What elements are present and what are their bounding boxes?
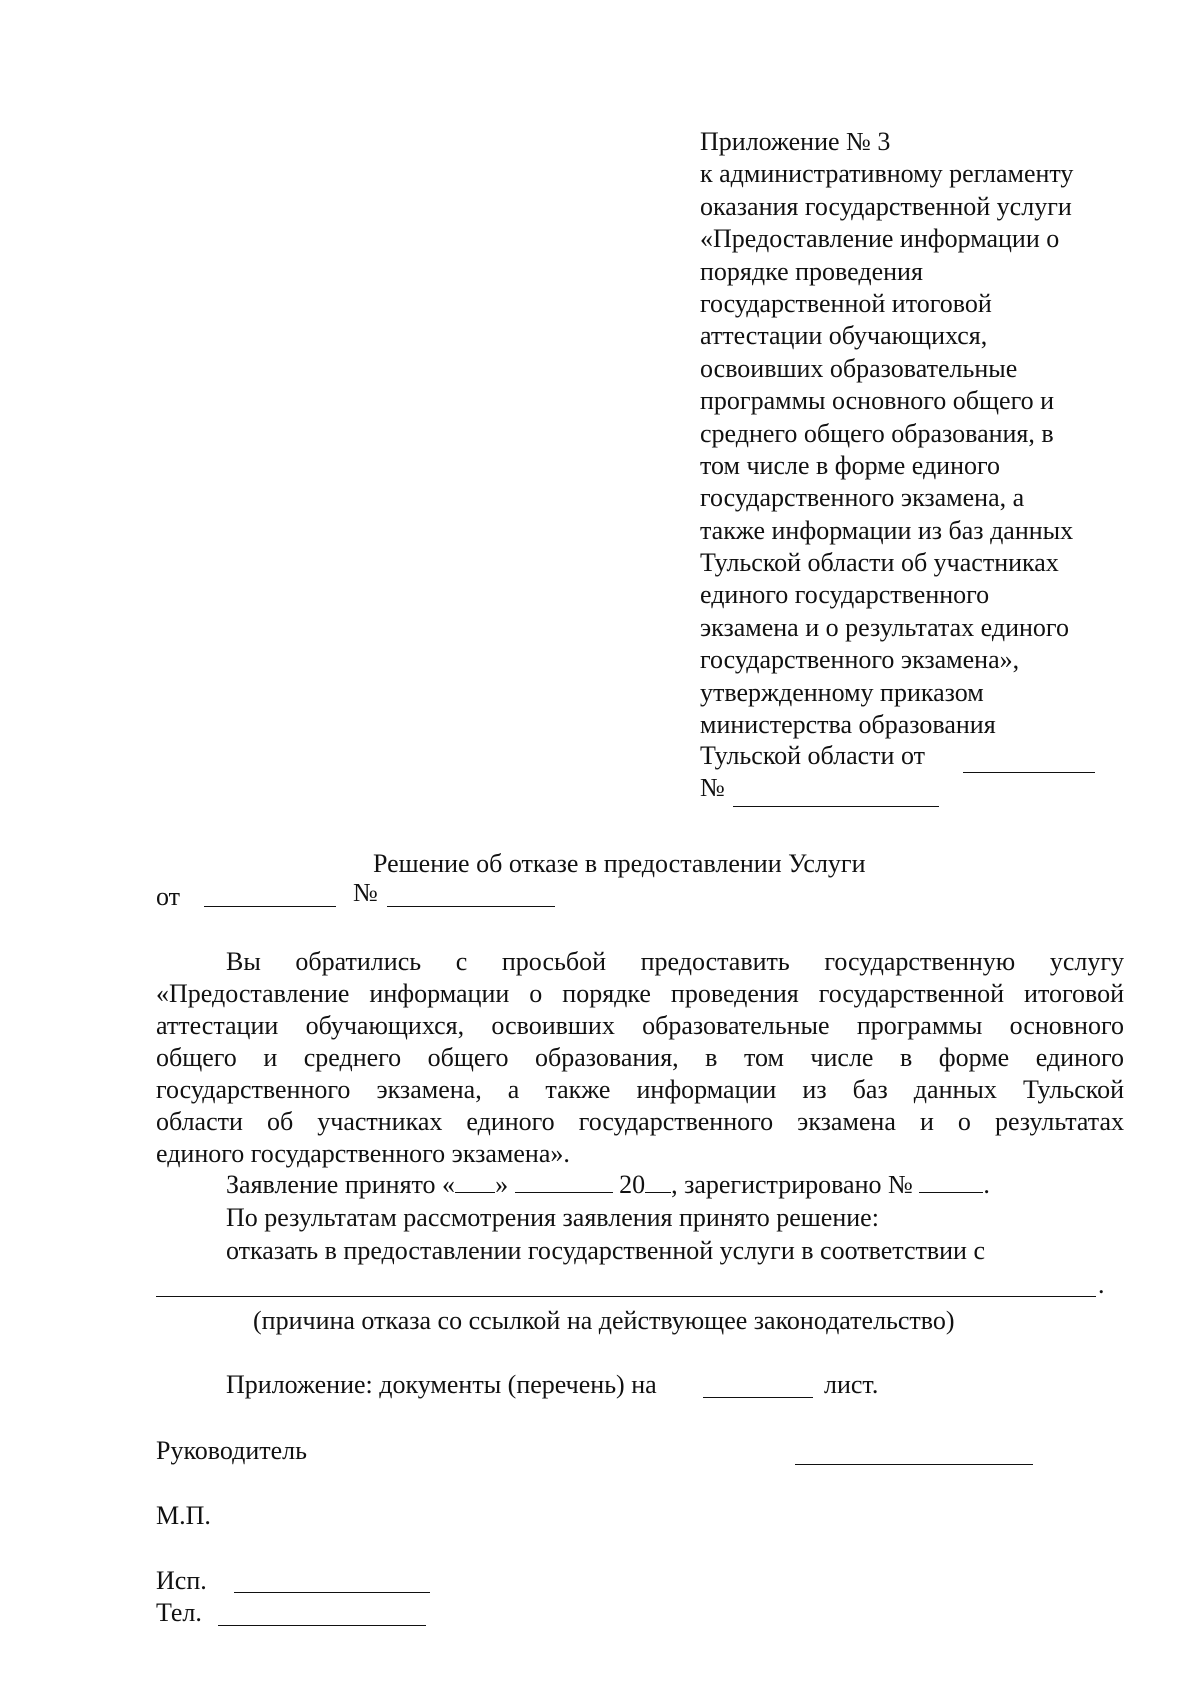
- body-paragraph-line: общего и среднего общего образования, в том числе в форме единого: [156, 1043, 1124, 1072]
- appendix-line: освоивших образовательные: [700, 353, 1018, 383]
- attachment-label: Приложение: документы (перечень) на: [226, 1370, 657, 1399]
- executor-blank[interactable]: [234, 1592, 430, 1593]
- body-paragraph-line: «Предоставление информации о порядке проведения государственной итоговой: [156, 979, 1124, 1008]
- application-text-1: Заявление принято «: [226, 1170, 456, 1199]
- application-day-blank[interactable]: [455, 1170, 495, 1193]
- application-text-5: .: [983, 1170, 990, 1199]
- appendix-line: программы основного общего и: [700, 386, 1055, 416]
- appendix-line: порядке проведения: [700, 256, 923, 286]
- refusal-reason-blank[interactable]: [156, 1296, 1096, 1297]
- application-year-blank[interactable]: [645, 1170, 671, 1193]
- appendix-line: к административному регламенту: [700, 159, 1074, 189]
- refuse-line: отказать в предоставлении государственной услуги в соответствии с: [226, 1236, 985, 1265]
- appendix-line: также информации из баз данных: [700, 515, 1074, 545]
- body-paragraph-line: государственного экзамена, а также информации из баз данных Тульской: [156, 1075, 1124, 1104]
- head-signature-blank[interactable]: [795, 1464, 1033, 1465]
- order-from-label: Тульской области от: [700, 741, 925, 770]
- appendix-line: министерства образования: [700, 710, 996, 740]
- application-text-2: »: [495, 1170, 509, 1199]
- body-paragraph-line: области об участниках единого государственного экзамена и о результатах: [156, 1107, 1124, 1136]
- head-label: Руководитель: [156, 1436, 307, 1465]
- appendix-line: государственного экзамена, а: [700, 483, 1025, 513]
- stamp-label: М.П.: [156, 1501, 211, 1530]
- appendix-line: утвержденному приказом: [700, 677, 984, 707]
- appendix-line: «Предоставление информации о: [700, 224, 1060, 254]
- application-month-blank[interactable]: [515, 1170, 613, 1193]
- executor-label: Исп.: [156, 1566, 207, 1595]
- attachment-suffix: лист.: [824, 1370, 879, 1399]
- appendix-line: единого государственного: [700, 580, 990, 610]
- appendix-line: оказания государственной услуги: [700, 191, 1072, 221]
- phone-blank[interactable]: [218, 1625, 426, 1626]
- appendix-line: Приложение № 3: [700, 127, 891, 156]
- application-registration-number-blank[interactable]: [919, 1170, 983, 1193]
- decision-title: Решение об отказе в предоставлении Услуги: [373, 849, 866, 878]
- reason-end-dot: .: [1098, 1270, 1105, 1299]
- body-paragraph-line: аттестации обучающихся, освоивших образовательные программы основного: [156, 1011, 1124, 1040]
- appendix-line: среднего общего образования, в: [700, 418, 1054, 448]
- result-line: По результатам рассмотрения заявления принято решение:: [226, 1203, 879, 1232]
- decision-number-blank[interactable]: [387, 906, 555, 907]
- attachment-sheets-blank[interactable]: [703, 1397, 813, 1398]
- appendix-line: государственной итоговой: [700, 288, 992, 318]
- appendix-line: экзамена и о результатах единого: [700, 612, 1069, 642]
- decision-no-label: №: [353, 878, 378, 907]
- appendix-line: том числе в форме единого: [700, 450, 1001, 480]
- application-text-4: , зарегистрировано №: [671, 1170, 913, 1199]
- decision-from-label: от: [156, 882, 181, 911]
- application-text-3: 20: [619, 1170, 646, 1199]
- appendix-line: Тульской области об участниках: [700, 548, 1059, 578]
- application-accepted-line: [226, 1170, 990, 1200]
- body-paragraph-line: единого государственного экзамена».: [156, 1139, 570, 1168]
- order-no-label: №: [700, 773, 725, 802]
- appendix-line: государственного экзамена»,: [700, 645, 1020, 675]
- order-number-blank[interactable]: [733, 806, 939, 807]
- decision-date-blank[interactable]: [204, 906, 336, 907]
- appendix-header: [700, 126, 1140, 741]
- appendix-line: аттестации обучающихся,: [700, 321, 988, 351]
- reason-caption: (причина отказа со ссылкой на действующее законодательство): [253, 1306, 955, 1335]
- body-paragraph-line: Вы обратились с просьбой предоставить государственную услугу: [226, 947, 1124, 976]
- order-date-blank[interactable]: [963, 772, 1095, 773]
- phone-label: Тел.: [156, 1598, 202, 1627]
